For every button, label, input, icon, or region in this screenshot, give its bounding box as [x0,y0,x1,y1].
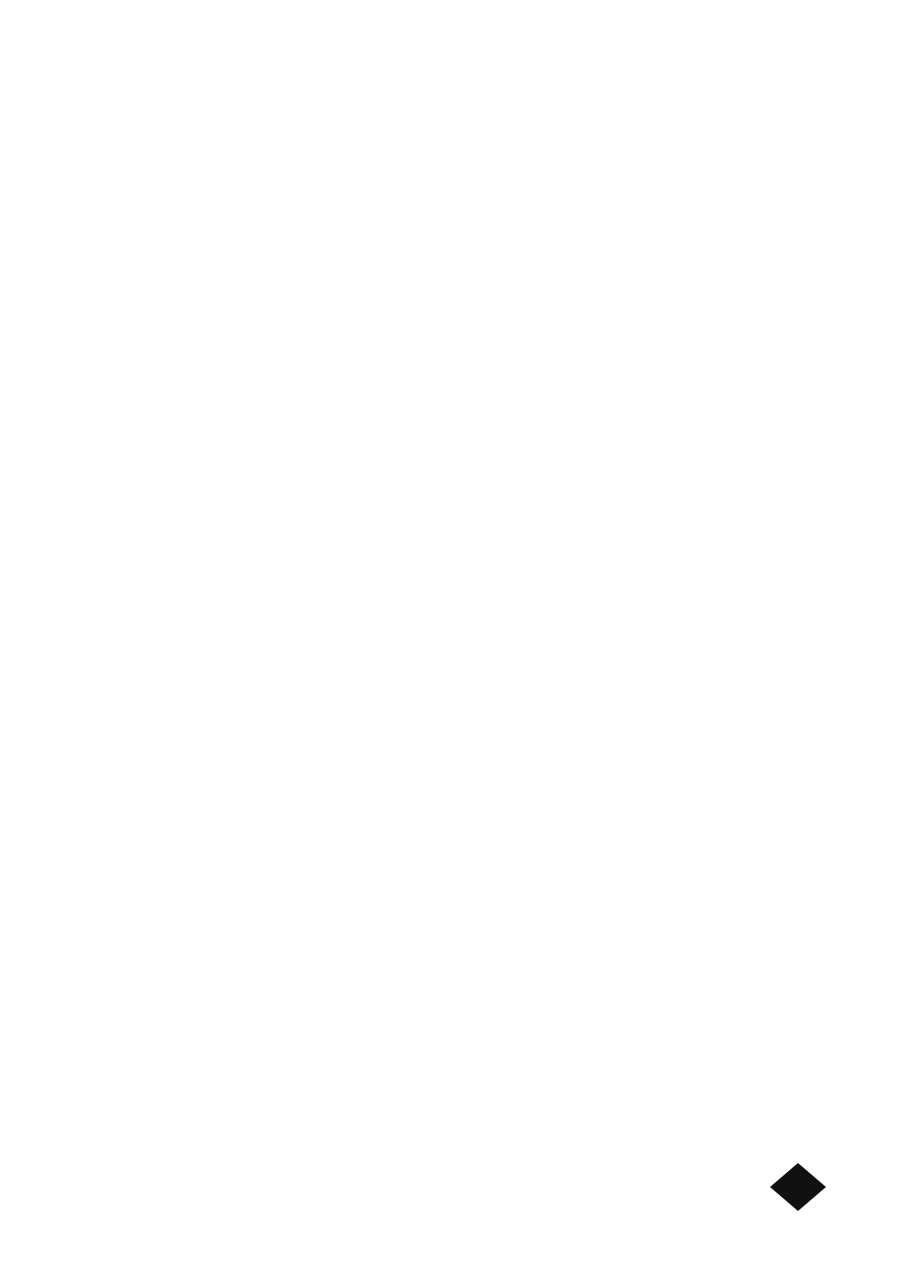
page-number [774,1163,822,1211]
signature-block [769,1030,867,1038]
page-body [80,100,820,166]
